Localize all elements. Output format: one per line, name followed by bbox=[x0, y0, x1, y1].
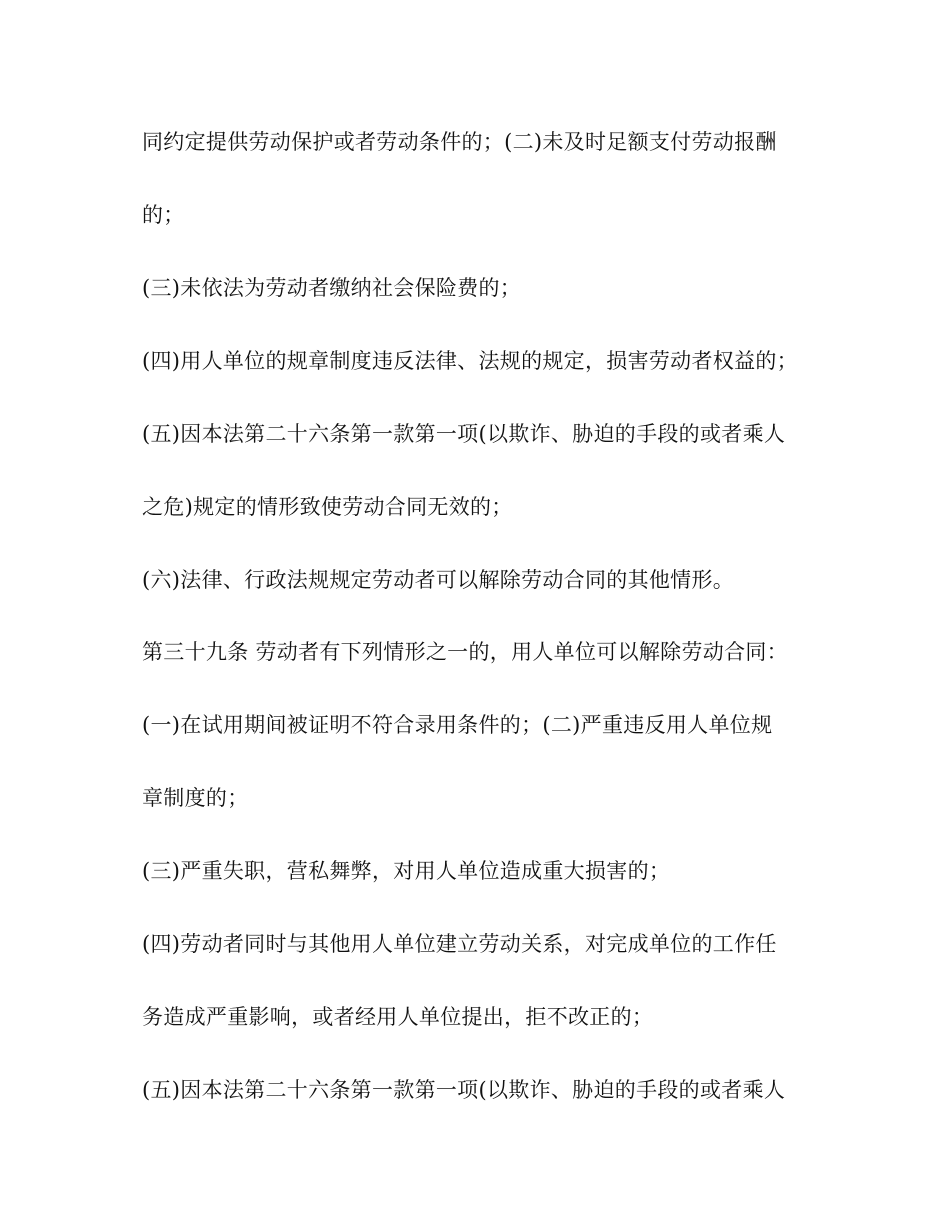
text-line: (四)用人单位的规章制度违反法律、法规的规定，损害劳动者权益的； bbox=[142, 349, 798, 373]
text-line: (五)因本法第二十六条第一款第一项(以欺诈、胁迫的手段的或者乘人 bbox=[142, 422, 786, 446]
text-line: (一)在试用期间被证明不符合录用条件的；(二)严重违反用人单位规 bbox=[142, 713, 773, 737]
text-line: 第三十九条 劳动者有下列情形之一的，用人单位可以解除劳动合同： bbox=[142, 640, 788, 664]
text-line: (五)因本法第二十六条第一款第一项(以欺诈、胁迫的手段的或者乘人 bbox=[142, 1078, 786, 1102]
text-line: 之危)规定的情形致使劳动合同无效的； bbox=[142, 495, 513, 519]
text-line: 务造成严重影响，或者经用人单位提出，拒不改正的； bbox=[142, 1005, 654, 1029]
text-line: 的； bbox=[142, 203, 185, 227]
text-line: (三)未依法为劳动者缴纳社会保险费的； bbox=[142, 276, 522, 300]
text-line: 同约定提供劳动保护或者劳动条件的；(二)未及时足额支付劳动报酬 bbox=[142, 130, 777, 154]
text-line: 章制度的； bbox=[142, 786, 249, 810]
text-line: (六)法律、行政法规规定劳动者可以解除劳动合同的其他情形。 bbox=[142, 568, 735, 592]
text-line: (三)严重失职，营私舞弊，对用人单位造成重大损害的； bbox=[142, 859, 671, 883]
text-line: (四)劳动者同时与其他用人单位建立劳动关系，对完成单位的工作任 bbox=[142, 932, 777, 956]
